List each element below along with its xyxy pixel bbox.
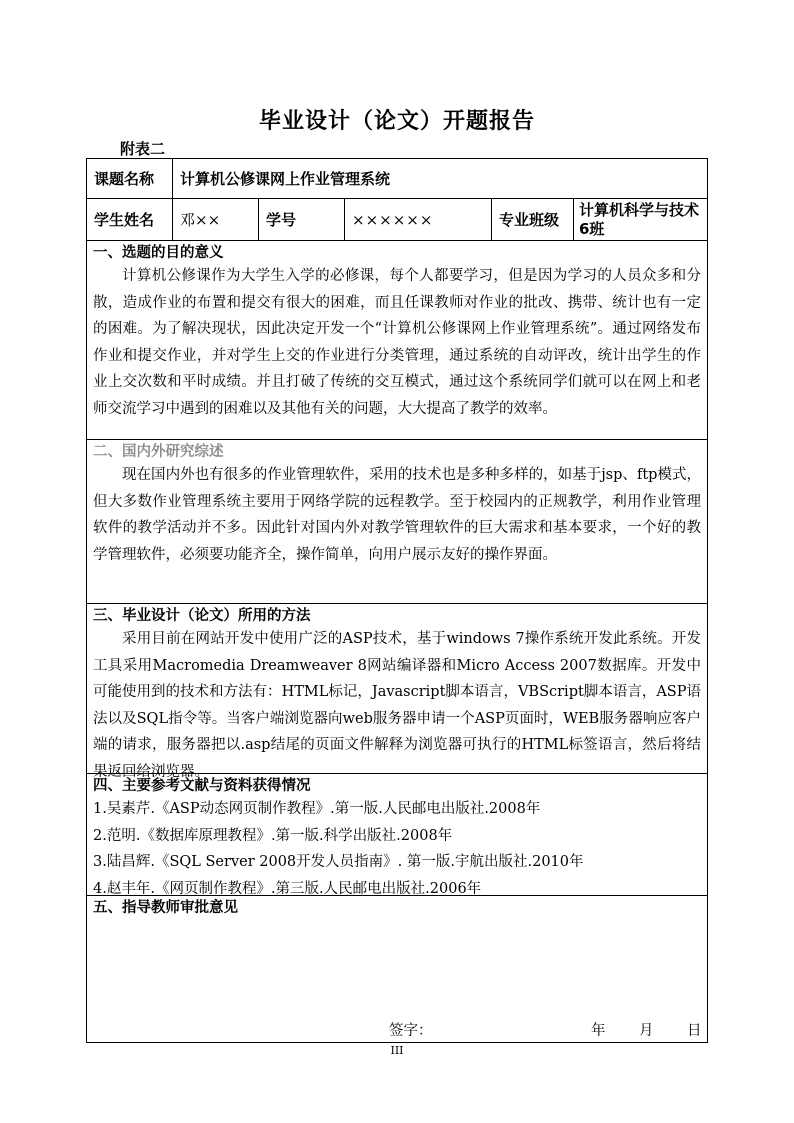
student-row	[87, 199, 707, 241]
day-label: 日	[687, 1023, 702, 1039]
section-review	[87, 440, 707, 604]
section-heading: 三、毕业设计（论文）所用的方法	[93, 608, 311, 624]
page-number: III	[390, 1044, 404, 1057]
section-paragraph: 现在国内外也有很多的作业管理软件，采用的技术也是多种多样的，如基于jsp、ftp模式，但大多数作业管理系统主要用于网络学院的远程教学。至于校园内的正规教学，利用作业管理软件的教学活动并不多。因此针对国内外对教学管理软件的巨大需求和基本要求，一个好的教学管理软件，必须要功能齐全，操作简单，向用户展示友好的操作界面。	[93, 467, 701, 563]
reference-item: 3.陆昌辉.《SQL Server 2008开发人员指南》. 第一版.宇航出版社.2010年	[93, 854, 584, 870]
proposal-form	[86, 158, 708, 1043]
document-title: 毕业设计（论文）开题报告	[258, 109, 535, 134]
section-heading: 四、主要参考文献与资料获得情况	[93, 778, 311, 794]
topic-value: 计算机公修课网上作业管理系统	[180, 170, 391, 188]
topic-row	[87, 159, 707, 199]
student-name-label: 学生姓名	[87, 199, 173, 240]
class-value: 计算机科学与技术6班	[579, 200, 700, 238]
reference-item: 2.范明.《数据库原理教程》.第一版.科学出版社.2008年	[93, 827, 453, 844]
student-name: 邓××	[173, 199, 259, 240]
month-label: 月	[639, 1023, 654, 1039]
student-id-label: 学号	[259, 199, 345, 240]
section-purpose	[87, 241, 707, 440]
section-approval	[87, 896, 707, 1042]
reference-item: 1.吴素芹.《ASP动态网页制作教程》.第一版.人民邮电出版社.2008年	[93, 801, 541, 817]
section-references	[87, 774, 707, 896]
appendix-label: 附表二	[120, 140, 166, 158]
signature-label: 签字：	[389, 1023, 433, 1039]
topic-label: 课题名称	[87, 159, 173, 198]
section-paragraph: 采用目前在网站开发中使用广泛的ASP技术，基于windows 7操作系统开发此系统。开发工具采用Macromedia Dreamweaver 8网站编译器和Micro Access 2007数据库。开发中可能使用到的技术和方法有：HTML标记，Javascript脚本语言，VBScript脚本语言，ASP语法以及SQL指令等。当客户端浏览器向web服务器申请一个ASP页面时，WEB服务器响应客户端的请求，服务器把以.asp结尾的页面文件解释为浏览器可执行的HTML标签语言，然后将结果返回给浏览器。	[93, 631, 701, 780]
section-methods	[87, 604, 707, 780]
reference-item: 4.赵丰年.《网页制作教程》.第三版.人民邮电出版社.2006年	[93, 880, 482, 897]
section-heading: 一、选题的目的意义	[93, 245, 224, 261]
section-paragraph: 计算机公修课作为大学生入学的必修课，每个人都要学习，但是因为学习的人员众多和分散，造成作业的布置和提交有很大的困难，而且任课教师对作业的批改、携带、统计也有一定的困难。为了解决现状，因此决定开发一个“计算机公修课网上作业管理系统”。通过网络发布作业和提交作业，并对学生上交的作业进行分类管理，通过系统的自动评改，统计出学生的作业上交次数和平时成绩。并且打破了传统的交互模式，通过这个系统同学们就可以在网上和老师交流学习中遇到的困难以及其他有关的问题，大大提高了教学的效率。	[93, 268, 701, 417]
section-heading: 五、指导教师审批意见	[93, 900, 238, 916]
student-id: ××××××	[345, 199, 492, 240]
section-heading: 二、国内外研究综述	[93, 444, 224, 460]
year-label: 年	[591, 1023, 606, 1039]
class-label: 专业班级	[492, 199, 574, 240]
